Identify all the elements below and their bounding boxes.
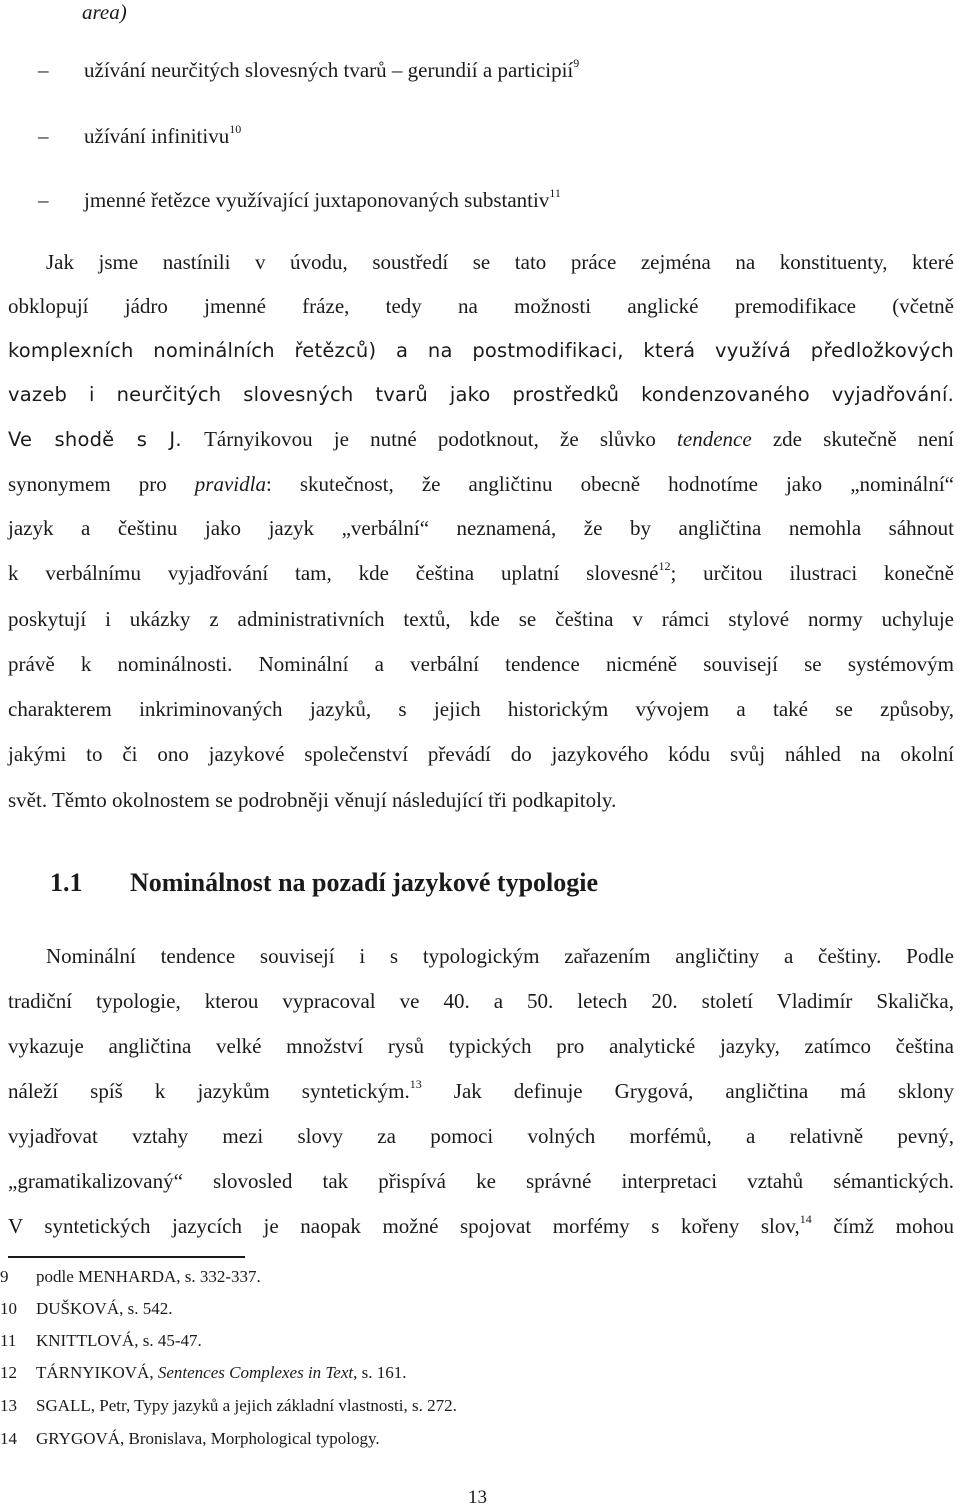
section-number: 1.1: [50, 868, 83, 897]
paragraph-line: V syntetických jazycích je naopak možné spojovat morfémy s kořeny slov,$^{14}$ čímž mohou: [8, 1212, 954, 1238]
paragraph-line: k verbálnímu vyjadřování tam, kde čeština uplatní slovesné$^{12}$; určitou ilustraci konečně: [8, 559, 954, 585]
paragraph-line: náleží spíš k jazykům syntetickým.$^{13}$ Jak definuje Grygová, angličtina má sklony: [8, 1077, 954, 1103]
document-page: area) – užívání neurčitých slovesných tvarů – gerundií a participií$^9$ – užívání infinitivu$^{10}$ – jmenné řetězce využívající juxtaponovaných substantiv$^{11}$ Jak jsme nastínili v úvodu, soustředí se tato práce zejména na konstituenty, které obklopují jádro jmenné fráze, tedy na možnosti anglické premodifikace (včetně komplexních nominálních řetězců) a na postmodifikaci, která využívá předložkových vazeb i neurčitých slovesných tvarů jako prostředků kondenzovaného vyjadřování. Ve shodě s J. Tárnyikovou je nutné podotknout, že slůvko tendence zde skutečně není synonymem pro pravidla: skutečnost, že angličtinu obecně hodnotíme jako „nominální“ jazyk a češtinu jako jazyk „verbální“ neznamená, že by angličtina nemohla sáhnout k verbálnímu vyjadřování tam, kde čeština uplatní slovesné$^{12}$; určitou ilustraci konečně poskytují i ukázky z administrativních textů, kde se čeština v rámci stylové normy uchyluje právě k nominálnosti. Nominální a verbální tendence nicméně souvisejí se systémovým charakterem inkriminovaných jazyků, s jejich historickým vývojem a také se způsoby, jakými to či ono jazykové společenství převádí do jazykového kódu svůj náhled na okolní svět. Těmto okolnostem se podrobněji věnují následující tři podkapitoly. 1.1 Nominálnost na pozadí jazykové typologie Nominální tendence souvisejí i s typologickým zařazením angličtiny a češtiny. Podle tradiční typologie, kterou vypracoval ve 40. a 50. letech 20. století Vladimír Skalička, vykazuje angličtina velké množství rysů typických pro analytické jazyky, zatímco čeština náleží spíš k jazykům syntetickým.$^{13}$ Jak definuje Grygová, angličtina má sklony vyjadřovat vztahy mezi slovy za pomoci volných morfémů, a relativně pevný, „gramatikalizovaný“ slovosled tak přispívá ke správné interpretaci vztahů sémantických. V syntetických jazycích je naopak možné spojovat morfémy s kořeny slov,$^{14}$ čímž mohou 9 podle MENHARDA, s. 332-337. 10 DUŠKOVÁ, s. 542. 11 KNITTLOVÁ, s. 45-47. 12 TÁRNYIKOVÁ, Sentences Complexes in Text, s. 161. 13 SGALL, Petr, Typy jazyků a jejich základní vlastnosti, s. 272. 14 GRYGOVÁ, Bronislava, Morphological typology. 13: [0, 0, 960, 1509]
paragraph-line: charakterem inkriminovaných jazyků, s jejich historickým vývojem a také se způsoby,: [8, 697, 954, 721]
paragraph-line: vykazuje angličtina velké množství rysů typických pro analytické jazyky, zatímco čeština: [8, 1034, 954, 1058]
paragraph-line: tradiční typologie, kterou vypracoval ve 40. a 50. letech 20. století Vladimír Skalička,: [8, 989, 954, 1013]
paragraph-line: vyjadřovat vztahy mezi slovy za pomoci volných morfémů, a relativně pevný,: [8, 1124, 954, 1148]
paragraph-line: jazyk a češtinu jako jazyk „verbální“ neznamená, že by angličtina nemohla sáhnout: [8, 516, 954, 540]
page-number: 13: [468, 1487, 487, 1508]
paragraph-line: obklopují jádro jmenné fráze, tedy na možnosti anglické premodifikace (včetně: [8, 294, 954, 318]
paragraph-line: právě k nominálnosti. Nominální a verbální tendence nicméně souvisejí se systémovým: [8, 652, 954, 676]
paragraph-line: komplexních nominálních řetězců) a na postmodifikaci, která využívá předložkových: [8, 339, 954, 362]
section-title: Nominálnost na pozadí jazykové typologie: [130, 868, 599, 897]
section-heading: [50, 866, 598, 900]
paragraph-line: poskytují i ukázky z administrativních textů, kde se čeština v rámci stylové normy uchyluje: [8, 607, 954, 631]
paragraph-line: svět. Těmto okolnostem se podrobněji věnují následující tři podkapitoly.: [8, 788, 617, 812]
paragraph-line: Jak jsme nastínili v úvodu, soustředí se tato práce zejména na konstituenty, které: [46, 250, 954, 274]
paragraph-line: Nominální tendence souvisejí i s typologickým zařazením angličtiny a češtiny. Podle: [46, 944, 954, 968]
paragraph-line: synonymem pro pravidla: skutečnost, že angličtinu obecně hodnotíme jako „nominální“: [8, 472, 954, 496]
footnote-divider: [8, 1256, 245, 1258]
paragraph-line: Ve shodě s J. Tárnyikovou je nutné podotknout, že slůvko tendence zde skutečně není: [8, 427, 954, 451]
paragraph-line: „gramatikalizovaný“ slovosled tak přispívá ke správné interpretaci vztahů sémantických.: [8, 1169, 954, 1193]
top-fragment: area): [82, 0, 127, 24]
paragraph-line: jakými to či ono jazykové společenství převádí do jazykového kódu svůj náhled na okolní: [8, 742, 954, 766]
paragraph-line: vazeb i neurčitých slovesných tvarů jako prostředků kondenzovaného vyjadřování.: [8, 383, 954, 406]
